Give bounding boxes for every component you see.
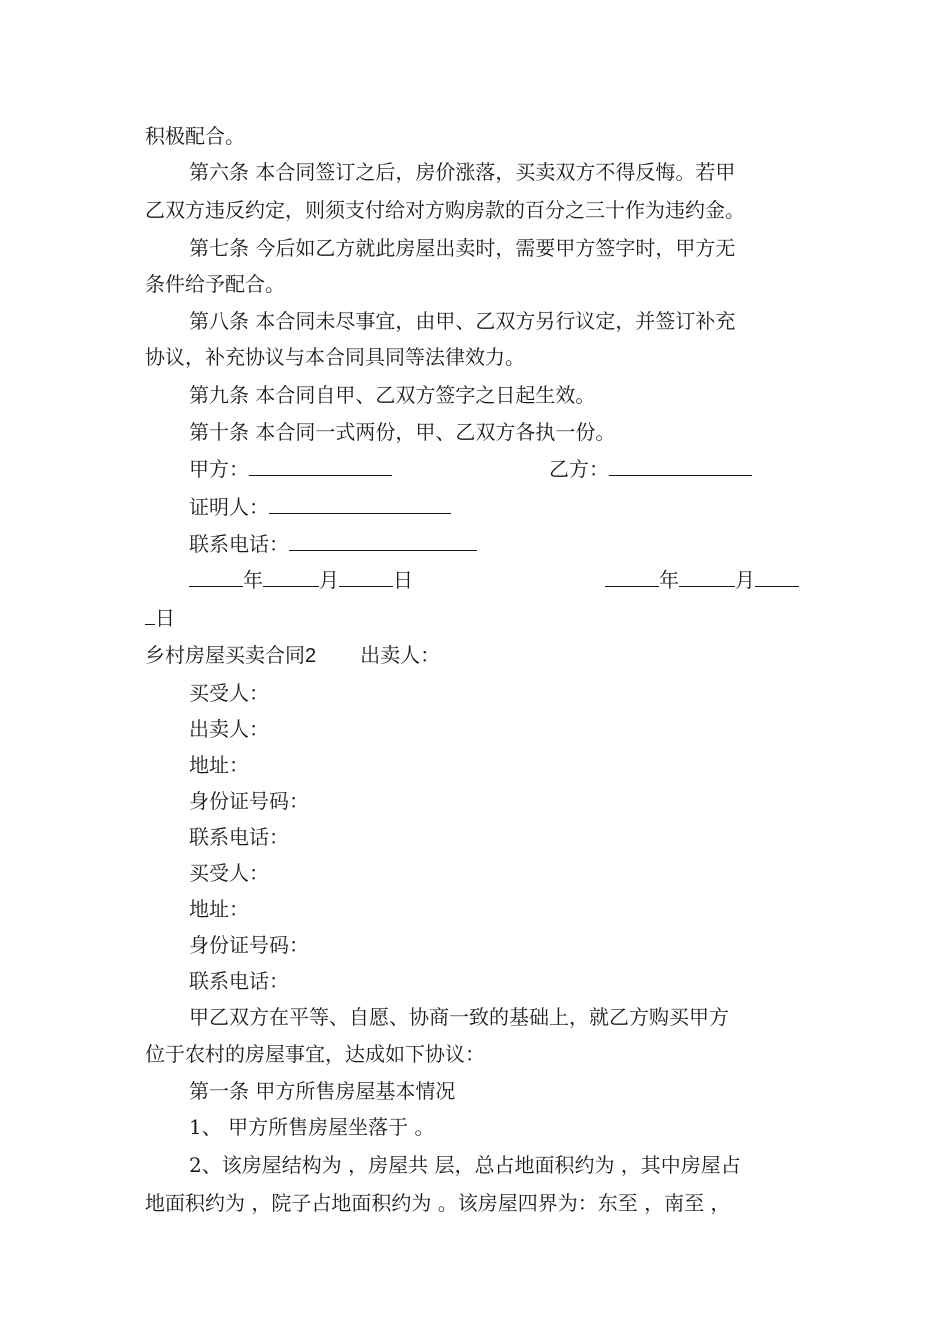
paragraph-line: 条件给予配合。 — [145, 272, 285, 296]
year-label-b: 年 — [659, 568, 679, 592]
article-1-heading: 第一条 甲方所售房屋基本情况 — [189, 1079, 456, 1103]
party-a-signature-blank[interactable] — [249, 455, 392, 476]
field-address-2: 地址： — [189, 897, 249, 921]
item-2-line-2: 地面积约为 ，院子占地面积约为 。该房屋四界为：东至 ，南至 ， — [145, 1191, 731, 1215]
field-buyer: 买受人： — [189, 681, 269, 705]
party-a-label: 甲方： — [189, 457, 249, 481]
signature-row-date — [189, 566, 829, 594]
month-label-b: 月 — [735, 568, 755, 592]
article-7-line: 第七条 今后如乙方就此房屋出卖时，需要甲方签字时，甲方无 — [189, 236, 736, 260]
year-blank-b[interactable] — [605, 566, 659, 587]
field-id-number: 身份证号码： — [189, 789, 309, 813]
seller-inline-label: 出卖人： — [360, 643, 441, 667]
year-blank[interactable] — [189, 566, 243, 587]
article-10-line: 第十条 本合同一式两份，甲、乙双方各执一份。 — [189, 420, 616, 444]
month-label: 月 — [319, 568, 339, 592]
signature-row-witness — [189, 493, 810, 521]
field-phone-2: 联系电话： — [189, 969, 289, 993]
day-blank[interactable] — [339, 566, 393, 587]
signature-row-parties — [189, 455, 810, 483]
party-b-label: 乙方： — [549, 457, 609, 481]
field-id-number-2: 身份证号码： — [189, 933, 309, 957]
article-6-line: 第六条 本合同签订之后，房价涨落，买卖双方不得反悔。若甲 — [189, 160, 736, 184]
paragraph-line: 积极配合。 — [145, 124, 245, 148]
year-label: 年 — [243, 568, 263, 592]
signature-row-phone — [189, 530, 810, 558]
paragraph-line: 乙双方违反约定，则须支付给对方购房款的百分之三十作为违约金。 — [145, 198, 745, 222]
article-9-line: 第九条 本合同自甲、乙双方签字之日起生效。 — [189, 383, 596, 407]
field-address: 地址： — [189, 753, 249, 777]
intro-line-2: 位于农村的房屋事宜，达成如下协议： — [145, 1042, 485, 1066]
item-1-line: 1、 甲方所售房屋坐落于 。 — [189, 1115, 435, 1139]
contract-2-heading-row — [145, 641, 810, 670]
item-2-line-1: 2、该房屋结构为 ，房屋共 层，总占地面积约为 ，其中房屋占 — [189, 1153, 741, 1177]
month-blank[interactable] — [263, 566, 319, 587]
field-seller: 出卖人： — [189, 717, 269, 741]
party-b-signature-blank[interactable] — [609, 455, 752, 476]
day-label: 日 — [393, 568, 413, 592]
article-8-line: 第八条 本合同未尽事宜，由甲、乙双方另行议定，并签订补充 — [189, 309, 736, 333]
intro-line-1: 甲乙双方在平等、自愿、协商一致的基础上，就乙方购买甲方 — [189, 1005, 729, 1029]
witness-label: 证明人： — [189, 495, 269, 519]
day-label-b: 日 — [155, 606, 175, 630]
phone-label: 联系电话： — [189, 532, 289, 556]
witness-signature-blank[interactable] — [269, 493, 451, 514]
contract-2-heading: 乡村房屋买卖合同2 — [145, 645, 317, 667]
field-buyer-2: 买受人： — [189, 861, 269, 885]
signature-row-date-wrap — [145, 604, 810, 632]
paragraph-line: 协议，补充协议与本合同具同等法律效力。 — [145, 345, 525, 369]
phone-blank[interactable] — [289, 530, 477, 551]
month-blank-b[interactable] — [679, 566, 735, 587]
day-blank-b-cont[interactable] — [145, 604, 155, 625]
day-blank-b[interactable] — [755, 566, 799, 587]
field-phone: 联系电话： — [189, 825, 289, 849]
